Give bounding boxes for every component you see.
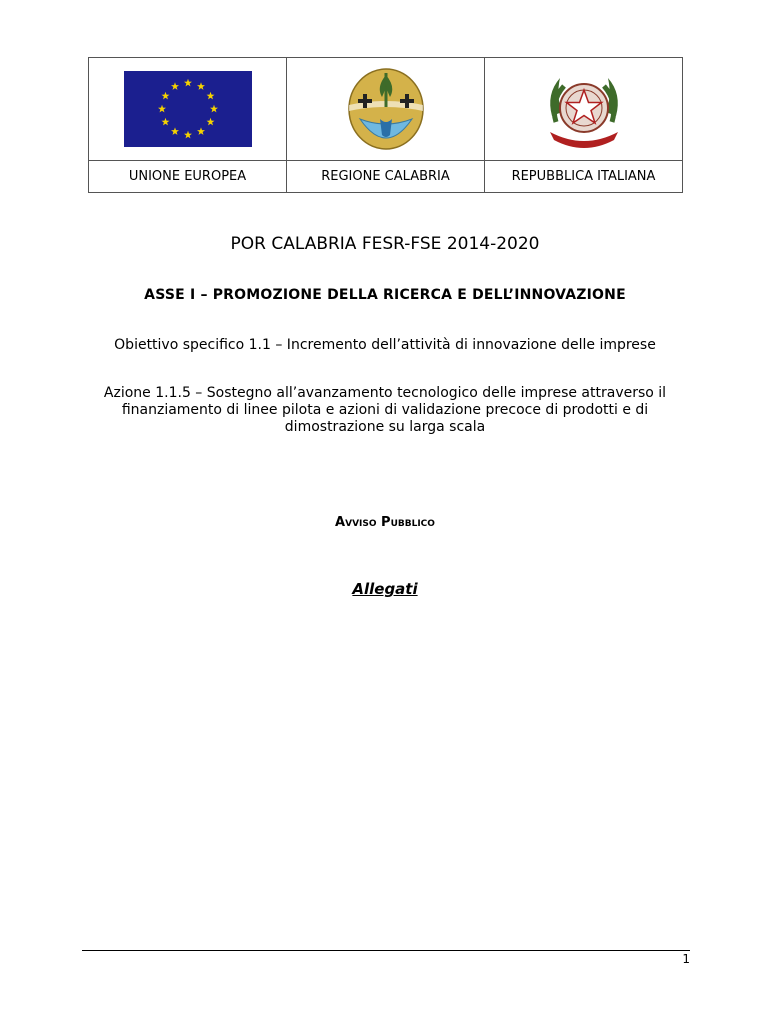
eu-logo-cell (89, 58, 287, 161)
action-description: Azione 1.1.5 – Sostegno all’avanzamento tecnologico delle imprese attraverso il finanziamento di linee pilota e azioni di validazione precoce di prodotti e di dimostrazione su larga scala (103, 385, 667, 435)
calabria-label: REGIONE CALABRIA (287, 161, 485, 193)
eu-flag-icon (124, 71, 252, 147)
program-title: POR CALABRIA FESR-FSE 2014-2020 (230, 234, 540, 254)
specific-objective: Obiettivo specifico 1.1 – Incremento dell’attività di innovazione delle imprese (114, 337, 656, 353)
repubblica-italiana-emblem-icon (542, 66, 626, 152)
italia-label: REPUBBLICA ITALIANA (485, 161, 683, 193)
footer-divider (82, 950, 690, 951)
calabria-logo-cell (287, 58, 485, 161)
attachments-heading: Allegati (352, 580, 418, 598)
eu-label: UNIONE EUROPEA (89, 161, 287, 193)
page-number: 1 (682, 952, 690, 966)
italia-logo-cell (485, 58, 683, 161)
regione-calabria-emblem-icon (346, 67, 426, 151)
logo-header-table (88, 57, 683, 193)
axis-title: ASSE I – PROMOZIONE DELLA RICERCA E DELL’INNOVAZIONE (144, 287, 626, 303)
public-notice-heading: Avviso Pubblico (335, 515, 435, 530)
